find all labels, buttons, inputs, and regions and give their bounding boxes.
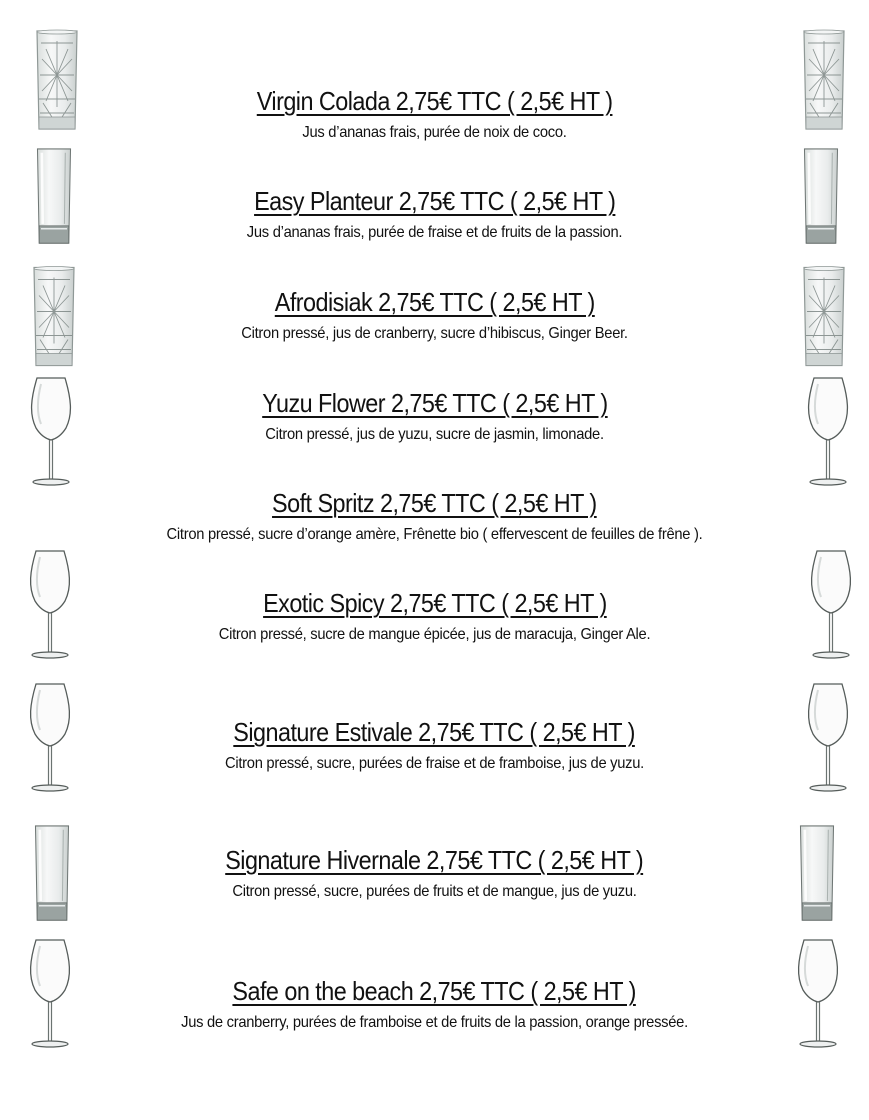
drink-description: Citron pressé, jus de yuzu, sucre de jasmin, limonade. (265, 426, 604, 443)
drink-description: Citron pressé, sucre, purées de fruits et de mangue, jus de yuzu. (232, 883, 637, 900)
wine-glass-icon (805, 376, 851, 488)
drink-description: Jus de cranberry, purées de framboise et de fruits de la passion, orange pressée. (181, 1014, 688, 1031)
wine-glass-icon (795, 938, 841, 1050)
drink-name: Soft Spritz 2,75€ TTC ( 2,5€ HT ) (272, 488, 597, 518)
drink-description: Citron pressé, sucre de mangue épicée, jus de maracuja, Ginger Ale. (218, 626, 651, 643)
drink-description: Citron pressé, sucre d’orange amère, Frênette bio ( effervescent de feuilles de frêne ). (166, 526, 703, 543)
menu-item-virgin-colada (0, 86, 869, 143)
menu-item-soft-spritz (0, 488, 869, 545)
crystal-highball-glass-icon (34, 29, 80, 133)
drink-description: Citron pressé, sucre, purées de fraise et de framboise, jus de yuzu. (225, 755, 644, 772)
crystal-highball-glass-icon (801, 265, 847, 370)
menu-item-safe-on-the-beach (0, 976, 869, 1033)
drink-name: Signature Hivernale 2,75€ TTC ( 2,5€ HT ) (225, 845, 644, 875)
wine-glass-icon (27, 549, 73, 661)
menu-item-yuzu-flower (0, 388, 869, 445)
drink-name: Yuzu Flower 2,75€ TTC ( 2,5€ HT ) (261, 388, 608, 418)
drink-name: Virgin Colada 2,75€ TTC ( 2,5€ HT ) (256, 86, 613, 116)
menu-item-exotic-spicy (0, 588, 869, 645)
wine-glass-icon (805, 682, 851, 794)
crystal-highball-glass-icon (31, 265, 77, 370)
plain-highball-glass-icon (32, 824, 72, 924)
menu-item-signature-estivale (0, 717, 869, 774)
drink-name: Exotic Spicy 2,75€ TTC ( 2,5€ HT ) (262, 588, 607, 618)
drink-description: Citron pressé, jus de cranberry, sucre d’hibiscus, Ginger Beer. (241, 325, 628, 342)
drink-name: Safe on the beach 2,75€ TTC ( 2,5€ HT ) (232, 976, 637, 1006)
plain-highball-glass-icon (34, 147, 74, 247)
drink-name: Afrodisiak 2,75€ TTC ( 2,5€ HT ) (274, 287, 595, 317)
menu-item-signature-hivernale (0, 845, 869, 902)
plain-highball-glass-icon (797, 824, 837, 924)
wine-glass-icon (808, 549, 854, 661)
wine-glass-icon (28, 376, 74, 488)
plain-highball-glass-icon (801, 147, 841, 247)
wine-glass-icon (27, 682, 73, 794)
drink-name: Signature Estivale 2,75€ TTC ( 2,5€ HT ) (233, 717, 636, 747)
menu-item-easy-planteur (0, 186, 869, 243)
wine-glass-icon (27, 938, 73, 1050)
drink-name: Easy Planteur 2,75€ TTC ( 2,5€ HT ) (253, 186, 616, 216)
menu-item-afrodisiak (0, 287, 869, 344)
crystal-highball-glass-icon (801, 29, 847, 133)
drink-description: Jus d’ananas frais, purée de noix de coco. (302, 124, 567, 141)
drink-description: Jus d’ananas frais, purée de fraise et de fruits de la passion. (246, 224, 623, 241)
